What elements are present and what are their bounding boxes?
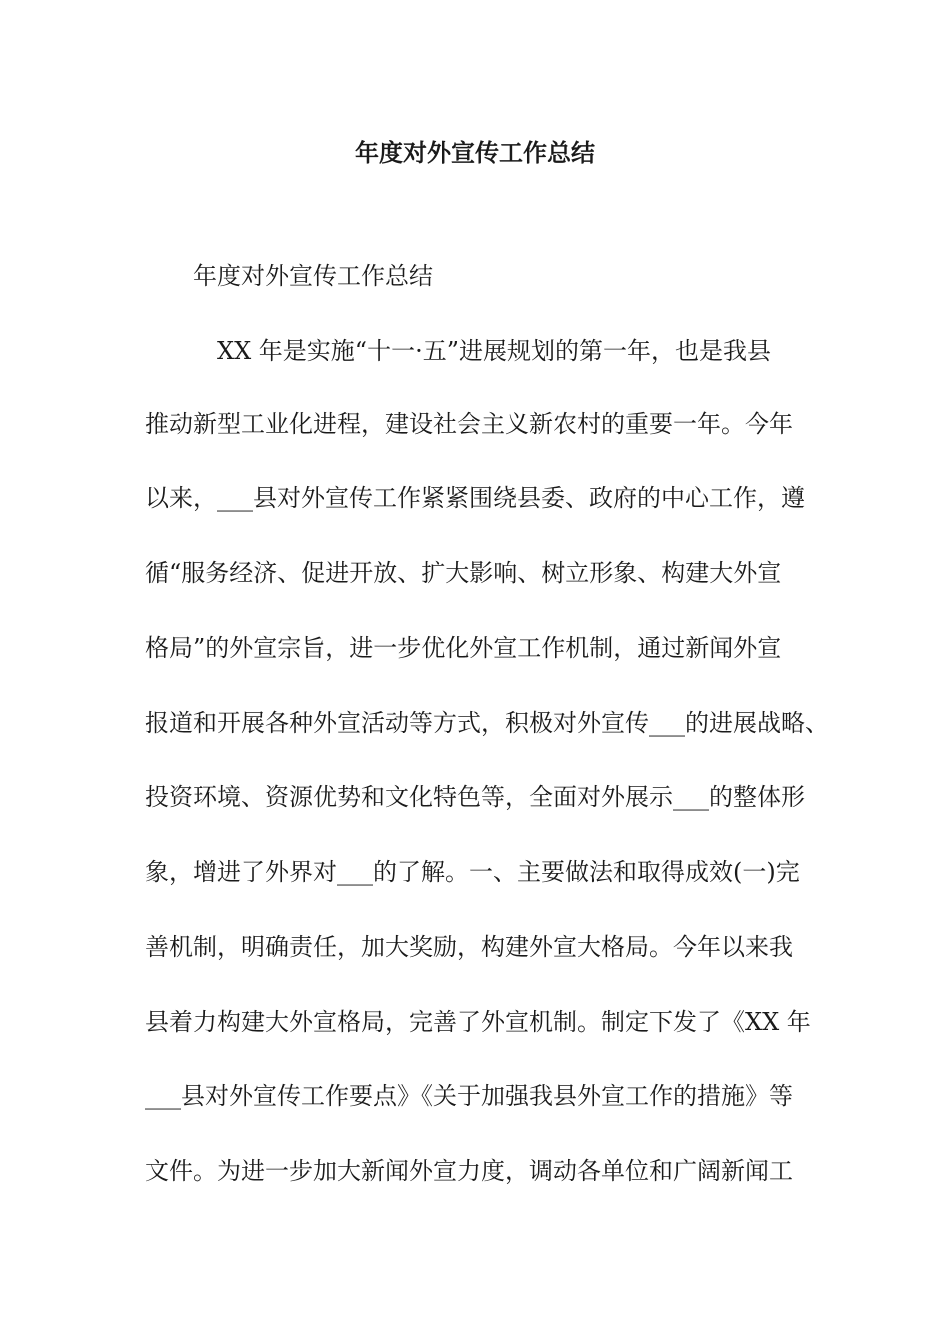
paragraph-line-2: 推动新型工业化进程，建设社会主义新农村的重要一年。今年 <box>145 410 793 438</box>
paragraph-line-12: 文件。为进一步加大新闻外宣力度，调动各单位和广阔新闻工 <box>145 1157 793 1185</box>
paragraph-line-3: 以来，___县对外宣传工作紧紧围绕县委、政府的中心工作，遵 <box>145 484 805 512</box>
paragraph-line-1: XX 年是实施“十一·五”进展规划的第一年，也是我县 <box>217 337 771 365</box>
paragraph-line-6: 报道和开展各种外宣活动等方式，积极对外宣传___的进展战略、 <box>145 709 829 737</box>
paragraph-line-11: ___县对外宣传工作要点》《关于加强我县外宣工作的措施》等 <box>145 1082 793 1110</box>
paragraph-line-8: 象，增进了外界对___的了解。一、主要做法和取得成效(一)完 <box>145 858 800 886</box>
paragraph-line-5: 格局”的外宣宗旨，进一步优化外宣工作机制，通过新闻外宣 <box>145 634 782 662</box>
paragraph-line-10: 县着力构建大外宣格局，完善了外宣机制。制定下发了《XX 年 <box>145 1008 811 1036</box>
paragraph-line-7: 投资环境、资源优势和文化特色等，全面对外展示___的整体形 <box>145 783 805 811</box>
paragraph-line-9: 善机制，明确责任，加大奖励，构建外宣大格局。今年以来我 <box>145 933 793 961</box>
document-title: 年度对外宣传工作总结 <box>355 139 595 167</box>
paragraph-heading: 年度对外宣传工作总结 <box>193 262 433 290</box>
paragraph-line-4: 循“服务经济、促进开放、扩大影响、树立形象、构建大外宣 <box>145 559 782 587</box>
